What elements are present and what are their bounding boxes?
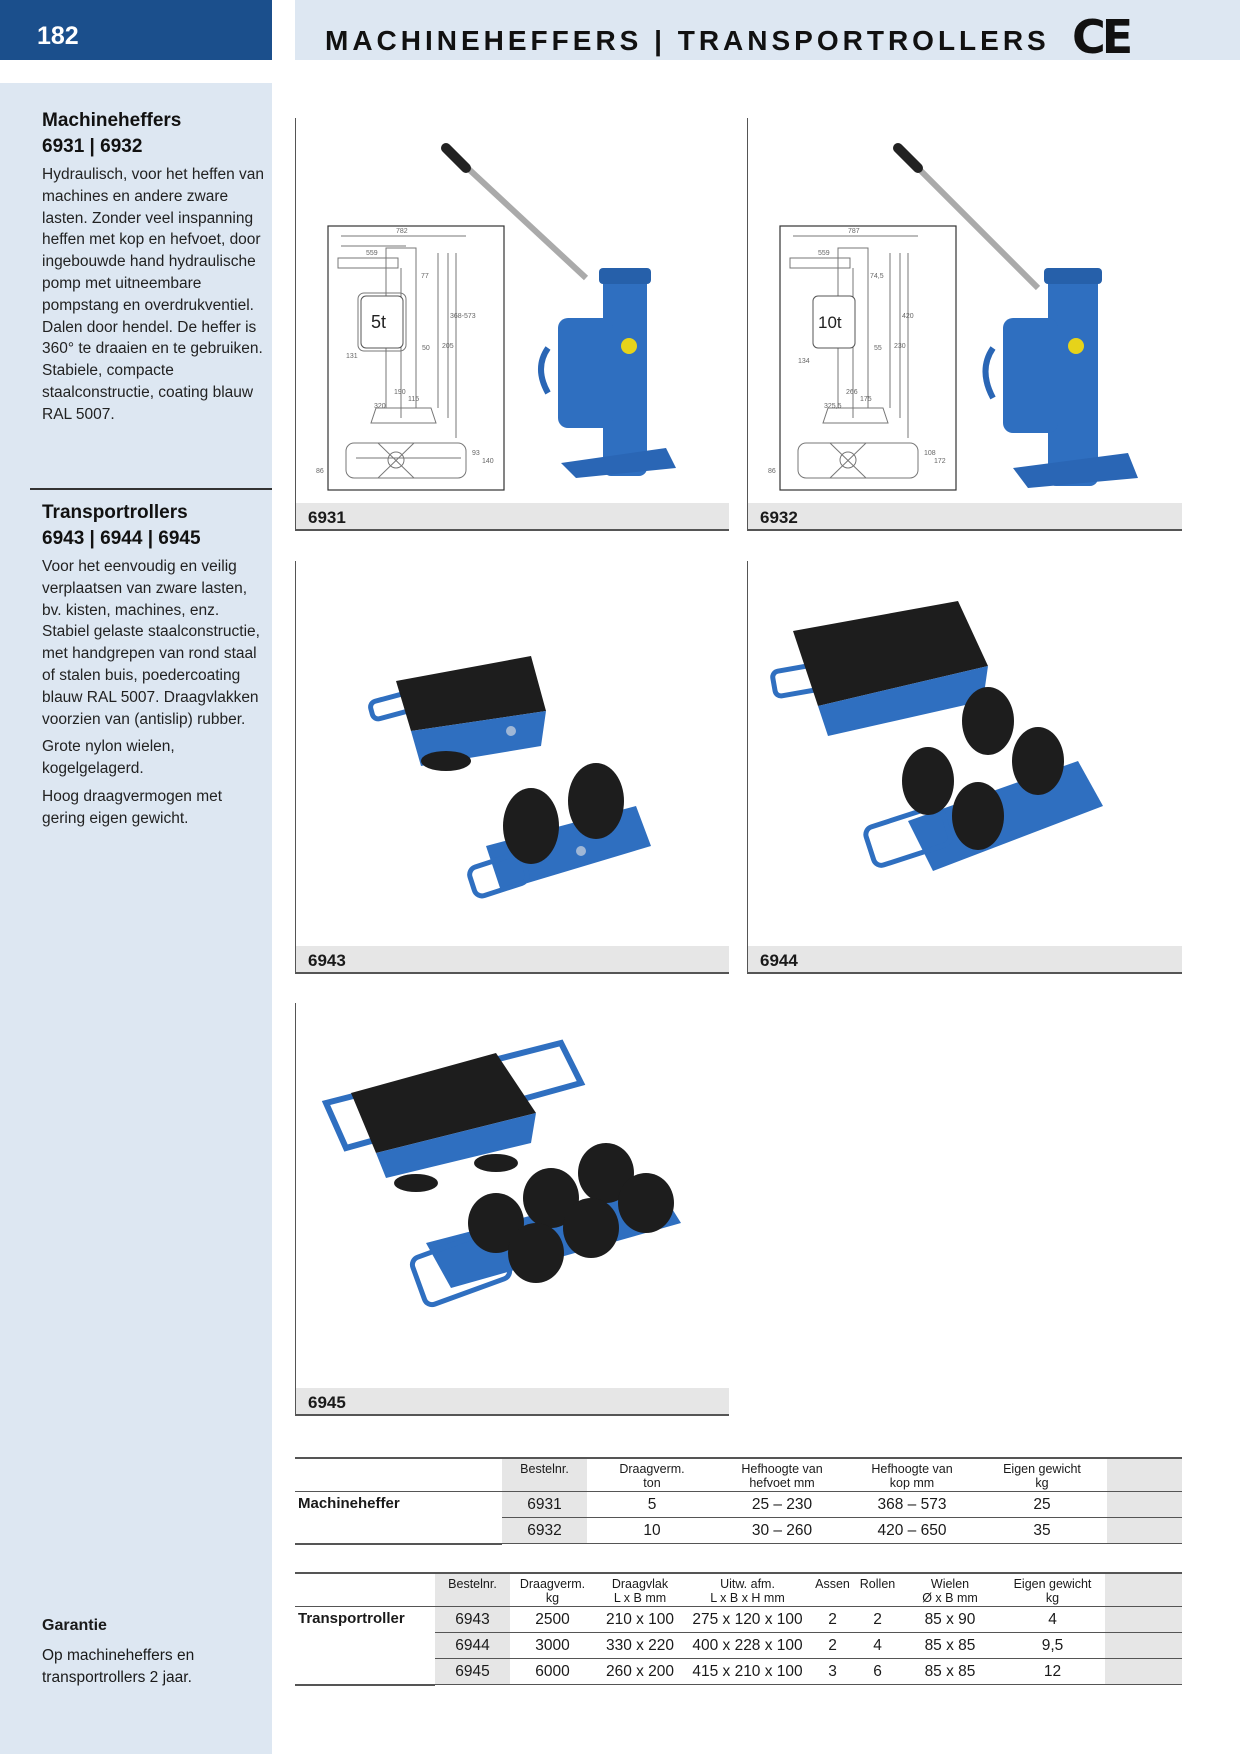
svg-text:205: 205 [442, 343, 454, 350]
table-cell: 6943 [435, 1607, 510, 1633]
svg-text:55: 55 [874, 345, 882, 352]
roller-6943-illustration [296, 561, 730, 946]
capacity-label: 10t [818, 313, 842, 332]
column-header: Hefhoogte van hefvoet mm [717, 1458, 847, 1492]
svg-text:172: 172 [934, 458, 946, 465]
table-cell: 6000 [510, 1659, 595, 1685]
roller-bottom-unit [410, 1143, 681, 1307]
roller-bottom-unit [468, 763, 651, 898]
table-cell: 330 x 220 [595, 1633, 685, 1659]
product-caption: 6931 [296, 503, 729, 531]
description-paragraph: Voor het eenvoudig en veilig verplaatsen van zware lasten, bv. kisten, machines, enz. Stabiel gelaste staalconstructie, met handgrepen van rond staal of stalen buis, poedercoating blauw RAL 5007. Draagvlakken voorzien van (antislip) rubber. [42, 558, 260, 728]
svg-text:50: 50 [422, 345, 430, 352]
svg-text:108: 108 [924, 450, 936, 457]
row-label: Transportroller [295, 1607, 435, 1685]
column-header: Draagverm. ton [587, 1458, 717, 1492]
garantie-text: Op machineheffers en transportrollers 2 jaar. [42, 1647, 195, 1686]
row-label: Machineheffer [295, 1492, 502, 1544]
section-divider [30, 488, 272, 490]
column-header: Draagvlak L x B mm [595, 1573, 685, 1607]
column-header: Bestelnr. [502, 1458, 587, 1492]
column-header: Bestelnr. [435, 1573, 510, 1607]
table-cell: 85 x 85 [900, 1659, 1000, 1685]
svg-text:175: 175 [860, 396, 872, 403]
page-title: MACHINEHEFFERS | TRANSPORTROLLERS [325, 25, 1050, 56]
garantie-block [42, 1617, 264, 1689]
section-title: Machineheffers [42, 110, 182, 131]
table-row [295, 1492, 1182, 1518]
product-panel-6943 [295, 561, 729, 974]
table-cell: 2 [810, 1633, 855, 1659]
roller-6944-illustration [748, 561, 1183, 946]
table-cell: 25 [977, 1492, 1107, 1518]
column-header: Wielen Ø x B mm [900, 1573, 1000, 1607]
table-cell: 368 – 573 [847, 1492, 977, 1518]
column-header: Eigen gewicht kg [1000, 1573, 1105, 1607]
column-header: Eigen gewicht kg [977, 1458, 1107, 1492]
machineheffer-table [295, 1457, 1182, 1545]
column-header: Assen [810, 1573, 855, 1607]
table-cell: 400 x 228 x 100 [685, 1633, 810, 1659]
table-cell: 6944 [435, 1633, 510, 1659]
svg-text:230: 230 [894, 343, 906, 350]
table-cell: 260 x 200 [595, 1659, 685, 1685]
table-cell: 85 x 90 [900, 1607, 1000, 1633]
svg-text:74,5: 74,5 [870, 273, 884, 280]
table-cell: 6931 [502, 1492, 587, 1518]
section-subtitle: 6931 | 6932 [42, 136, 143, 157]
table-cell: 5 [587, 1492, 717, 1518]
svg-text:77: 77 [421, 273, 429, 280]
jack-6932-illustration [748, 118, 1183, 503]
svg-text:140: 140 [482, 458, 494, 465]
product-caption: 6932 [748, 503, 1182, 531]
svg-text:368-573: 368-573 [450, 313, 476, 320]
table-cell: 85 x 85 [900, 1633, 1000, 1659]
svg-text:559: 559 [818, 250, 830, 257]
svg-text:93: 93 [472, 450, 480, 457]
product-panel-6931 [295, 118, 729, 531]
table-header-row [295, 1458, 1182, 1492]
table-cell: 3000 [510, 1633, 595, 1659]
table-cell: 30 – 260 [717, 1518, 847, 1544]
garantie-title: Garantie [42, 1617, 107, 1634]
transportroller-table [295, 1572, 1182, 1686]
roller-top-unit [369, 656, 546, 771]
column-header: Uitw. afm. L x B x H mm [685, 1573, 810, 1607]
table-cell: 210 x 100 [595, 1607, 685, 1633]
page-number: 182 [0, 0, 272, 60]
svg-text:787: 787 [848, 228, 860, 235]
section-machineheffers [42, 108, 264, 426]
svg-text:782: 782 [396, 228, 408, 235]
description-paragraph: Hydraulisch, voor het heffen van machines en andere zware lasten. Zonder veel inspanning heffen met kop en hefvoet, door ingebouwde hand hydraulische pomp met uitneembare pompstang en overdrukventiel. Dalen door hendel. De heffer is 360° te draaien en te gebruiken. Stabiele, compacte staalconstructie, coating blauw RAL 5007. [42, 166, 265, 423]
section-description [42, 556, 264, 830]
description-paragraph: Grote nylon wielen, kogelgelagerd. [42, 738, 175, 778]
table-cell: 3 [810, 1659, 855, 1685]
section-title: Transportrollers [42, 502, 188, 523]
product-caption: 6945 [296, 1388, 729, 1416]
table-cell: 415 x 210 x 100 [685, 1659, 810, 1685]
product-caption: 6943 [296, 946, 729, 974]
table-cell: 9,5 [1000, 1633, 1105, 1659]
table-cell: 2 [855, 1607, 900, 1633]
svg-text:266: 266 [846, 389, 858, 396]
section-subtitle: 6943 | 6944 | 6945 [42, 528, 201, 549]
table-cell: 25 – 230 [717, 1492, 847, 1518]
table-cell: 275 x 120 x 100 [685, 1607, 810, 1633]
svg-text:134: 134 [798, 358, 810, 365]
section-transportrollers [42, 500, 264, 830]
table-header-row [295, 1573, 1182, 1607]
product-panel-6945 [295, 1003, 729, 1416]
table-cell: 2 [810, 1607, 855, 1633]
table-cell: 6945 [435, 1659, 510, 1685]
description-paragraph: Hoog draagvermogen met gering eigen gewicht. [42, 787, 223, 827]
table-cell: 10 [587, 1518, 717, 1544]
roller-top-unit [772, 601, 988, 736]
table-cell: 6 [855, 1659, 900, 1685]
table-row [295, 1607, 1182, 1633]
column-header: Draagverm. kg [510, 1573, 595, 1607]
table-cell: 4 [855, 1633, 900, 1659]
table-cell: 35 [977, 1518, 1107, 1544]
svg-text:420: 420 [902, 313, 914, 320]
table-cell: 2500 [510, 1607, 595, 1633]
roller-6945-illustration [296, 1003, 730, 1388]
column-header: Hefhoogte van kop mm [847, 1458, 977, 1492]
product-panel-6932 [747, 118, 1182, 531]
table-cell: 420 – 650 [847, 1518, 977, 1544]
product-panel-6944 [747, 561, 1182, 974]
svg-text:190: 190 [394, 389, 406, 396]
svg-text:559: 559 [366, 250, 378, 257]
ce-mark-icon: CE [1072, 10, 1130, 64]
table-cell: 12 [1000, 1659, 1105, 1685]
product-caption: 6944 [748, 946, 1182, 974]
svg-text:320: 320 [374, 403, 386, 410]
capacity-label: 5t [371, 312, 387, 332]
column-header: Rollen [855, 1573, 900, 1607]
section-description [42, 164, 264, 426]
jack-6931-illustration [296, 118, 730, 503]
table-cell: 6932 [502, 1518, 587, 1544]
svg-text:115: 115 [408, 396, 420, 403]
svg-text:131: 131 [346, 353, 358, 360]
svg-text:325,5: 325,5 [824, 403, 842, 410]
table-cell: 4 [1000, 1607, 1105, 1633]
svg-text:86: 86 [316, 468, 324, 475]
svg-text:86: 86 [768, 468, 776, 475]
